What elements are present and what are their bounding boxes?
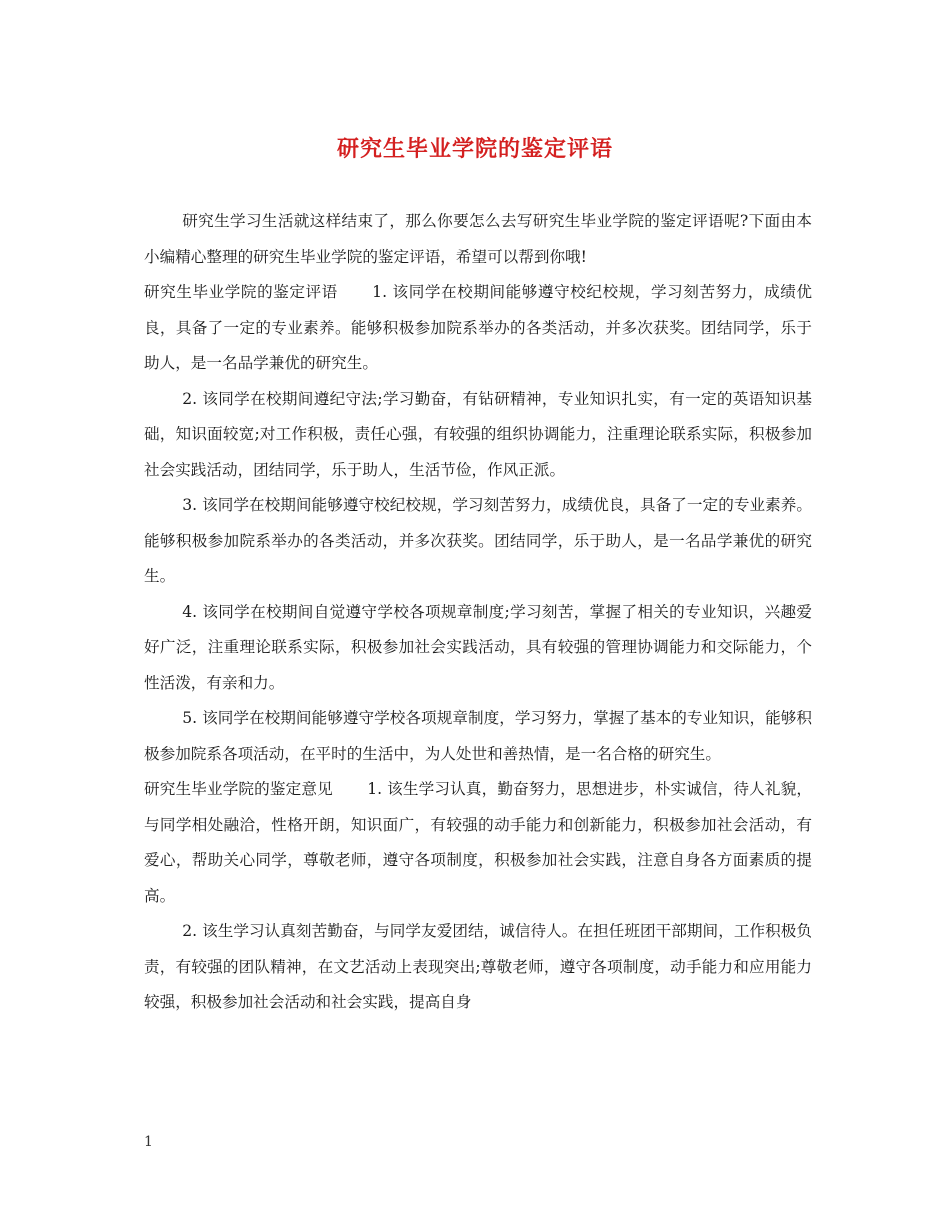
page-number: 1 bbox=[144, 1134, 153, 1150]
document-body bbox=[144, 204, 812, 1021]
section1-item-3: 3. 该同学在校期间能够遵守校纪校规，学习刻苦努力，成绩优良，具备了一定的专业素养。能够积极参加院系举办的各类活动，并多次获奖。团结同学，乐于助人，是一名品学兼优的研究生。 bbox=[144, 496, 812, 585]
section1-first-paragraph bbox=[144, 275, 812, 382]
section1-item-5: 5. 该同学在校期间能够遵守学校各项规章制度，学习努力，掌握了基本的专业知识，能够积极参加院系各项活动，在平时的生活中，为人处世和善热情，是一名合格的研究生。 bbox=[144, 709, 812, 763]
section1-item-2: 2. 该同学在校期间遵纪守法;学习勤奋，有钻研精神，专业知识扎实，有一定的英语知识基础，知识面较宽;对工作积极，责任心强，有较强的组织协调能力，注重理论联系实际，积极参加社会实践活动，团结同学，乐于助人，生活节俭，作风正派。 bbox=[144, 389, 812, 479]
section2-item-2: 2. 该生学习认真刻苦勤奋，与同学友爱团结，诚信待人。在担任班团干部期间，工作积极负责，有较强的团队精神，在文艺活动上表现突出;尊敬老师，遵守各项制度，动手能力和应用能力较强，积极参加社会活动和社会实践，提高自身 bbox=[144, 922, 812, 1011]
section1-item-1: 1. 该同学在校期间能够遵守校纪校规，学习刻苦努力，成绩优良，具备了一定的专业素养。能够积极参加院系举办的各类活动，并多次获奖。团结同学，乐于助人，是一名品学兼优的研究生。 bbox=[144, 283, 812, 372]
section2-item-1: 1. 该生学习认真，勤奋努力，思想进步，朴实诚信，待人礼貌，与同学相处融洽，性格开朗，知识面广，有较强的动手能力和创新能力，积极参加社会活动，有爱心，帮助关心同学，尊敬老师，遵守各项制度，积极参加社会实践，注意自身各方面素质的提高。 bbox=[144, 780, 812, 905]
section2-first-paragraph bbox=[144, 772, 812, 914]
intro-paragraph: 研究生学习生活就这样结束了，那么你要怎么去写研究生毕业学院的鉴定评语呢?下面由本小编精心整理的研究生毕业学院的鉴定评语，希望可以帮到你哦! bbox=[144, 212, 812, 266]
section2-heading: 研究生毕业学院的鉴定意见 bbox=[144, 780, 333, 798]
page-title: 研究生毕业学院的鉴定评语 bbox=[336, 136, 613, 162]
section1-item-4: 4. 该同学在校期间自觉遵守学校各项规章制度;学习刻苦，掌握了相关的专业知识，兴趣爱好广泛，注重理论联系实际，积极参加社会实践活动，具有较强的管理协调能力和交际能力，个性活泼，有亲和力。 bbox=[144, 602, 812, 692]
section1-heading: 研究生毕业学院的鉴定评语 bbox=[144, 283, 338, 301]
